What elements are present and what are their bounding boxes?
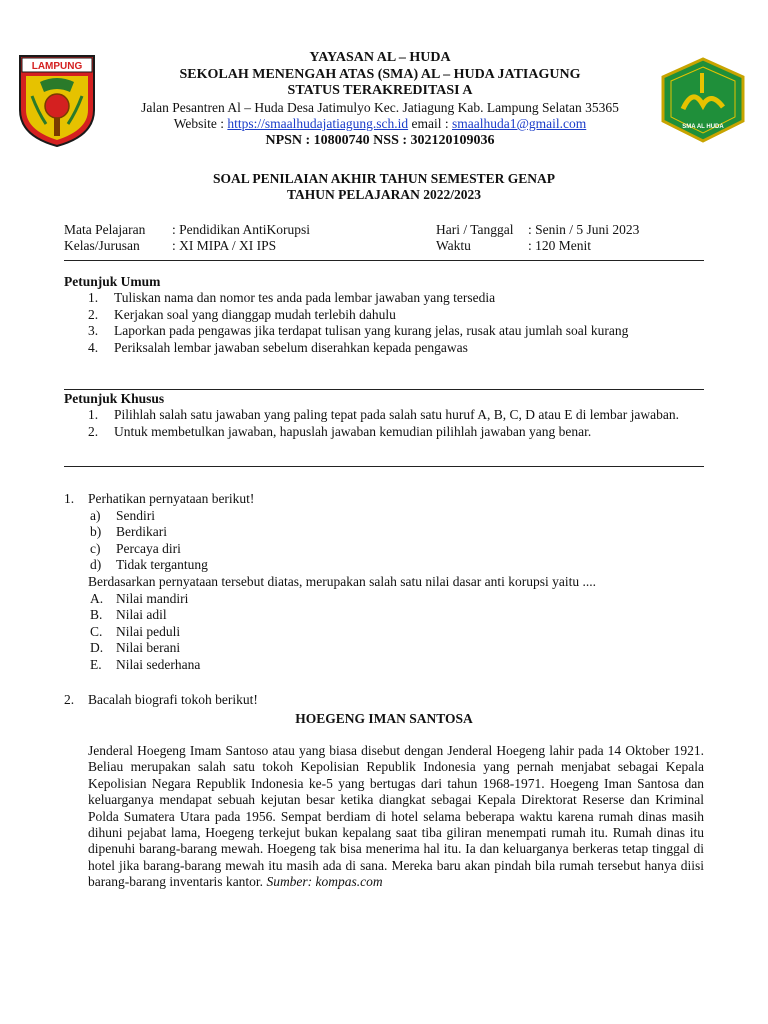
statement-text: Sendiri	[116, 507, 155, 523]
website-label: Website :	[173, 116, 228, 131]
list-item: 4. Periksalah lembar jawaban sebelum diserahkan kepada pengawas	[88, 339, 468, 355]
list-item: 3. Laporkan pada pengawas jika terdapat tulisan yang kurang jelas, rusak atau jumlah soal kurang	[88, 323, 629, 339]
answer-option-d[interactable]	[90, 640, 704, 657]
statement-item	[90, 557, 704, 574]
option-label: C.	[90, 623, 103, 639]
option-text: Nilai berani	[116, 640, 181, 656]
option-text: Nilai adil	[116, 607, 167, 623]
exam-title: SOAL PENILAIAN AKHIR TAHUN SEMESTER GENAP	[213, 171, 555, 186]
question-2-number: 2.	[64, 692, 75, 707]
question-1-number: 1.	[64, 491, 75, 506]
list-item-text: Periksalah lembar jawaban sebelum diserahkan kepada pengawas	[114, 339, 468, 355]
question-1-text: Berdasarkan pernyataan tersebut diatas, merupakan salah satu nilai dasar anti korupsi yaitu ....	[88, 573, 596, 589]
logo-right-label: SMA AL HUDA	[682, 124, 724, 130]
option-text: Nilai peduli	[116, 623, 181, 639]
special-instructions-title: Petunjuk Khusus	[64, 391, 165, 406]
option-label: D.	[90, 640, 104, 656]
time-label: Waktu	[436, 238, 471, 253]
list-item: 2. Kerjakan soal yang dianggap mudah terlebih dahulu	[88, 306, 396, 322]
statement-label: b)	[90, 524, 102, 540]
divider	[64, 466, 704, 467]
npsn-nss: NPSN : 10800740 NSS : 302120109036	[265, 132, 495, 148]
school-logo	[653, 57, 753, 143]
list-item-text: Untuk membetulkan jawaban, hapuslah jawaban kemudian pilihlah jawaban yang benar.	[114, 423, 592, 439]
logo-left-label: LAMPUNG	[31, 61, 83, 72]
general-instructions-title: Petunjuk Umum	[64, 274, 161, 289]
list-item: 2. Untuk membetulkan jawaban, hapuslah jawaban kemudian pilihlah jawaban yang benar.	[88, 423, 592, 439]
date-value: : Senin / 5 Juni 2023	[528, 222, 640, 237]
statement-item	[90, 524, 704, 541]
list-item: 1. Tuliskan nama dan nomor tes anda pada lembar jawaban yang tersedia	[88, 290, 496, 305]
website-link[interactable]: https://smaalhudajatiagung.sch.id	[227, 116, 409, 131]
biography-paragraph	[88, 743, 704, 891]
time-value: : 120 Menit	[528, 238, 591, 253]
lampung-logo	[16, 52, 98, 148]
class-value: : XI MIPA / XI IPS	[172, 238, 277, 253]
answer-options	[88, 591, 704, 674]
email-link[interactable]: smaalhuda1@gmail.com	[451, 116, 587, 131]
general-instructions-list	[88, 290, 704, 356]
statement-label: c)	[90, 540, 101, 556]
list-item-text: Laporkan pada pengawas jika terdapat tulisan yang kurang jelas, rusak atau jumlah soal kurang	[114, 323, 629, 339]
academic-year: TAHUN PELAJARAN 2022/2023	[286, 187, 481, 202]
school-address: Jalan Pesantren Al – Huda Desa Jatimulyo Kec. Jatiagung Kab. Lampung Selatan 35365	[141, 99, 619, 115]
accreditation-status: STATUS TERAKREDITASI A	[287, 83, 473, 98]
biography-source: Sumber: kompas.com	[266, 874, 383, 890]
option-label: E.	[90, 656, 102, 672]
school-name: SEKOLAH MENENGAH ATAS (SMA) AL – HUDA JATIAGUNG	[179, 66, 581, 82]
subject-label: Mata Pelajaran	[64, 222, 146, 237]
statement-label: d)	[90, 557, 102, 573]
answer-option-e[interactable]	[90, 657, 704, 674]
statement-item	[90, 508, 704, 525]
biography-heading: HOEGENG IMAN SANTOSA	[295, 711, 473, 726]
answer-option-a[interactable]	[90, 591, 704, 608]
email-label: email :	[408, 116, 452, 131]
foundation-name: YAYASAN AL – HUDA	[309, 50, 451, 65]
option-text: Nilai sederhana	[116, 656, 201, 672]
statement-text: Percaya diri	[116, 540, 181, 556]
divider	[64, 260, 704, 261]
statement-text: Tidak tergantung	[116, 557, 208, 573]
statement-text: Berdikari	[116, 524, 167, 540]
biography-text: Jenderal Hoegeng Imam Santoso atau yang biasa disebut dengan Jenderal Hoegeng lahir pada 14 Oktober 1921. Beliau merupakan salah satu tokoh Kepolisian Republik Indonesia yang pernah menjabat sebagai Kepala Kepolisian Negara Republik Indonesia ke-5 yang bertugas dari tahun 1968-1971. Hoegeng Iman Santosa dan keluarganya mendapat sebuah kejutan besar ketika diangkat sebagai Kepala Direktorat Reserse dan Kriminal Polda Sumatera Utara pada 1956. Sempat berdiam di hotel selama beberapa waktu karena rumah dinas masih dihuni pejabat lama, Hoegeng terkejut bukan kepalang saat tiba giliran menempati rumah itu. Rumah dinas itu dipenuhi barang-barang mewah. Hoegeng tak bisa menerima hal itu. Ia dan keluarganya berkeras tetap tinggal di hotel jika barang-barang mewah itu masih ada di sana. Mereka baru akan pindah bila rumah tersebut hanya diisi barang-barang inventaris kantor.	[88, 743, 704, 890]
question-2-prompt: Bacalah biografi tokoh berikut!	[88, 692, 258, 707]
letterhead	[100, 50, 660, 149]
statement-label: a)	[90, 507, 101, 523]
list-item-text: Tuliskan nama dan nomor tes anda pada lembar jawaban yang tersedia	[114, 290, 496, 305]
date-label: Hari / Tanggal	[436, 222, 514, 237]
contact-line	[100, 116, 660, 133]
option-label: B.	[90, 607, 103, 623]
answer-option-b[interactable]	[90, 607, 704, 624]
list-item-text: Pilihlah salah satu jawaban yang paling tepat pada salah satu huruf A, B, C, D atau E di lembar jawaban.	[114, 407, 679, 422]
option-label: A.	[90, 590, 104, 606]
subject-value: : Pendidikan AntiKorupsi	[172, 222, 310, 237]
option-text: Nilai mandiri	[116, 590, 189, 606]
question-1	[88, 491, 704, 674]
list-item: 1. Pilihlah salah satu jawaban yang paling tepat pada salah satu huruf A, B, C, D atau E di lembar jawaban.	[88, 407, 679, 422]
question-1-prompt: Perhatikan pernyataan berikut!	[88, 491, 255, 506]
divider	[64, 389, 704, 390]
special-instructions-list	[88, 407, 704, 440]
answer-option-c[interactable]	[90, 624, 704, 641]
class-label: Kelas/Jurusan	[64, 238, 140, 253]
statement-item	[90, 541, 704, 558]
list-item-text: Kerjakan soal yang dianggap mudah terlebih dahulu	[114, 306, 396, 322]
statement-list	[88, 508, 704, 574]
